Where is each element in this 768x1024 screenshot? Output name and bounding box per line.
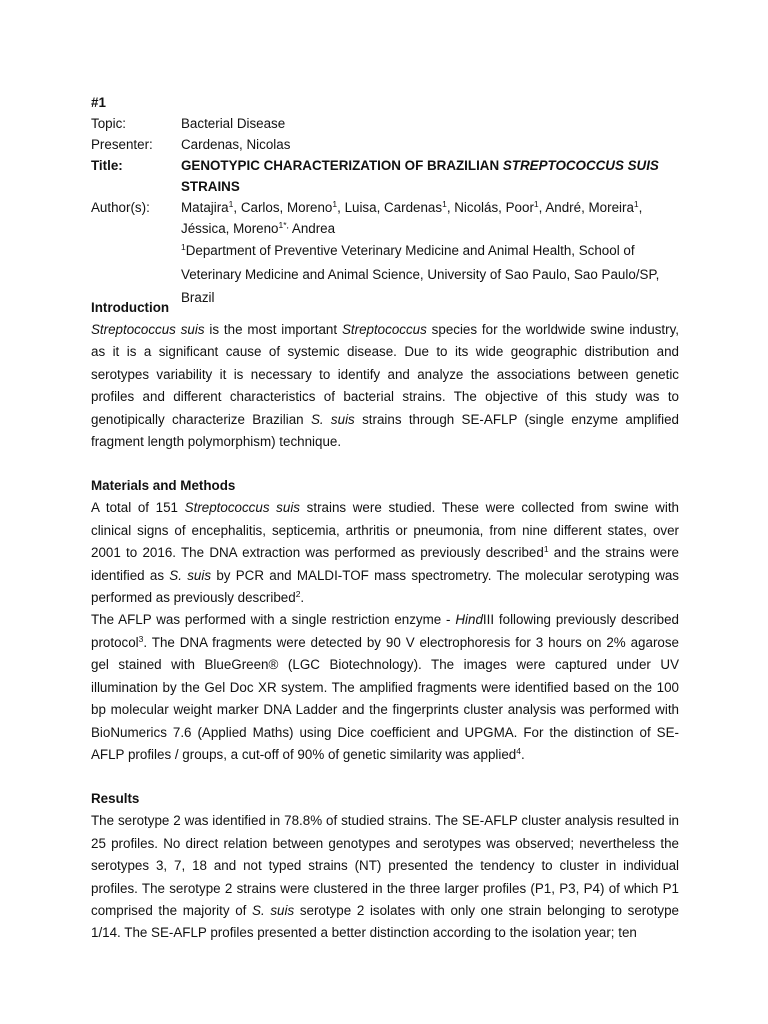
author-name: Carlos, Moreno [240, 200, 333, 215]
author-name: André, Moreira [545, 200, 634, 215]
intro-text-2: species for the worldwide swine industry, as it is a significant cause of systemic disease. Due to its wide geographic distribution and serotypes variability it is necessary to identify and analyze the associations between genetic profiles and different characteristics of bacterial strains. The objective of this study was to genotipically characterize Brazilian [91, 322, 679, 427]
results-paragraph [91, 810, 679, 944]
introduction-heading: Introduction [91, 300, 170, 315]
methods-text-5: . [300, 590, 305, 606]
author-names: Matajira$^1$, Carlos, Moreno$^1$, Luisa, Cardenas$^1$, Nicolás, Poor$^1$, André, Moreira$^1$, Jéssica, Moreno$^{1*,}$ Andrea [181, 199, 643, 236]
author-affiliation-sup: 1 [442, 199, 447, 209]
title-text-1: GENOTYPIC CHARACTERIZATION OF BRAZILIAN [181, 158, 503, 173]
methods-text-4: by PCR and MALDI-TOF mass spectrometry. The molecular serotyping was performed as previously described [91, 567, 680, 606]
intro-text-1: is the most important [204, 322, 342, 337]
introduction-section [91, 296, 679, 453]
topic-value: Bacterial Disease [181, 116, 286, 131]
author-name: Andrea [291, 221, 336, 236]
intro-text-3: strains through SE-AFLP (single enzyme amplified fragment length polymorphism) technique. [91, 411, 680, 450]
author-affiliation-sup: 1*, [278, 220, 289, 230]
methods-text-8: . The DNA fragments were detected by 90 V electrophoresis for 3 hours on 2% agarose gel stained with BlueGreen® (LGC Biotechnology). The images were captured under UV illumination by the Gel Doc XR system. The amplified fragments were identified based on the 100 bp molecular weight marker DNA Ladder and the fingerprints cluster analysis was performed with BioNumerics 7.6 (Applied Maths) using Dice coefficient and UPGMA. For the distinction of SE-AFLP profiles / groups, a cut-off of 90% of genetic similarity was applied [91, 634, 679, 762]
methods-text-2: strains were studied. These were collected from swine with clinical signs of encephalitis, septicemia, arthritis or pneumonia, from nine different states, over 2001 to 2016. The DNA extraction was performed as previously described [91, 500, 679, 561]
methods-text-7: III following previously described protocol [91, 612, 680, 650]
intro-italic-3: S. suis [310, 411, 355, 427]
results-heading: Results [91, 791, 140, 807]
abstract-number: #1 [91, 95, 106, 110]
author-affiliation-sup: 1 [332, 199, 338, 209]
title-species: STREPTOCOCCUS SUIS [502, 158, 659, 173]
methods-heading: Materials and Methods [91, 478, 236, 494]
methods-ref-3: 3 [138, 633, 144, 644]
methods-paragraph-2 [91, 609, 679, 766]
authors-label: Author(s): [91, 200, 150, 215]
results-section [91, 787, 679, 944]
introduction-paragraph [91, 319, 679, 453]
methods-ref-2: 2 [295, 589, 301, 600]
presenter-row [91, 134, 681, 155]
title-label: Title: [91, 158, 123, 173]
methods-text-9: . [520, 746, 525, 762]
author-name: Nicolás, Poor [454, 200, 534, 215]
methods-text-1: A total of 151 [91, 500, 185, 516]
authors-row [91, 197, 681, 310]
presenter-label: Presenter: [91, 137, 153, 152]
methods-ref-1: 1 [543, 544, 549, 555]
methods-section [91, 474, 679, 766]
topic-row [91, 113, 681, 134]
methods-italic-3: Hind [455, 612, 483, 628]
intro-italic-1: Streptococcus suis [91, 322, 205, 337]
author-name: Luisa, Cardenas [344, 200, 443, 215]
methods-italic-2: S. suis [169, 567, 212, 583]
methods-text-6: The AFLP was performed with a single restriction enzyme - [91, 612, 456, 628]
results-text-1: The serotype 2 was identified in 78.8% of studied strains. The SE-AFLP cluster analysis resulted in 25 profiles. No direct relation between genotypes and serotypes was observed; nevertheless the serotypes 3, 7, 18 and not typed strains (NT) presented the tendency to cluster in individual profiles. The serotype 2 strains were clustered in the three larger profiles (P1, P3, P4) of which P1 comprised the majority of [91, 813, 679, 918]
author-name: Matajira [181, 200, 229, 215]
methods-ref-4: 4 [516, 745, 521, 756]
author-affiliation-sup: 1 [533, 199, 539, 209]
results-text-2: serotype 2 isolates with only one strain belonging to serotype 1/14. The SE-AFLP profiles presented a better distinction according to the isolation year; ten [91, 902, 679, 941]
affiliation-sup: 1 [181, 242, 186, 252]
author-name: Jéssica, Moreno [181, 221, 279, 236]
title-text-2: STRAINS [181, 179, 240, 194]
author-affiliation-sup: 1 [633, 199, 639, 209]
methods-text-3: and the strains were identified as [91, 545, 680, 583]
results-italic-1: S. suis [252, 902, 295, 918]
topic-label: Topic: [91, 116, 126, 131]
methods-paragraph-1 [91, 497, 679, 609]
intro-italic-2: Streptococcus [341, 322, 427, 337]
title-row [91, 155, 681, 197]
authors-list [181, 197, 681, 310]
abstract-header [91, 92, 681, 310]
presenter-value: Cardenas, Nicolas [181, 137, 291, 152]
abstract-body [91, 296, 679, 966]
affiliation-text: Department of Preventive Veterinary Medicine and Animal Health, School of Veterinary Medicine and Animal Science, University of Sao Paulo, Sao Paulo/SP, Brazil [181, 243, 660, 305]
abstract-title [181, 155, 681, 197]
author-affiliation-sup: 1 [228, 199, 234, 209]
methods-italic-1: Streptococcus suis [184, 500, 300, 516]
